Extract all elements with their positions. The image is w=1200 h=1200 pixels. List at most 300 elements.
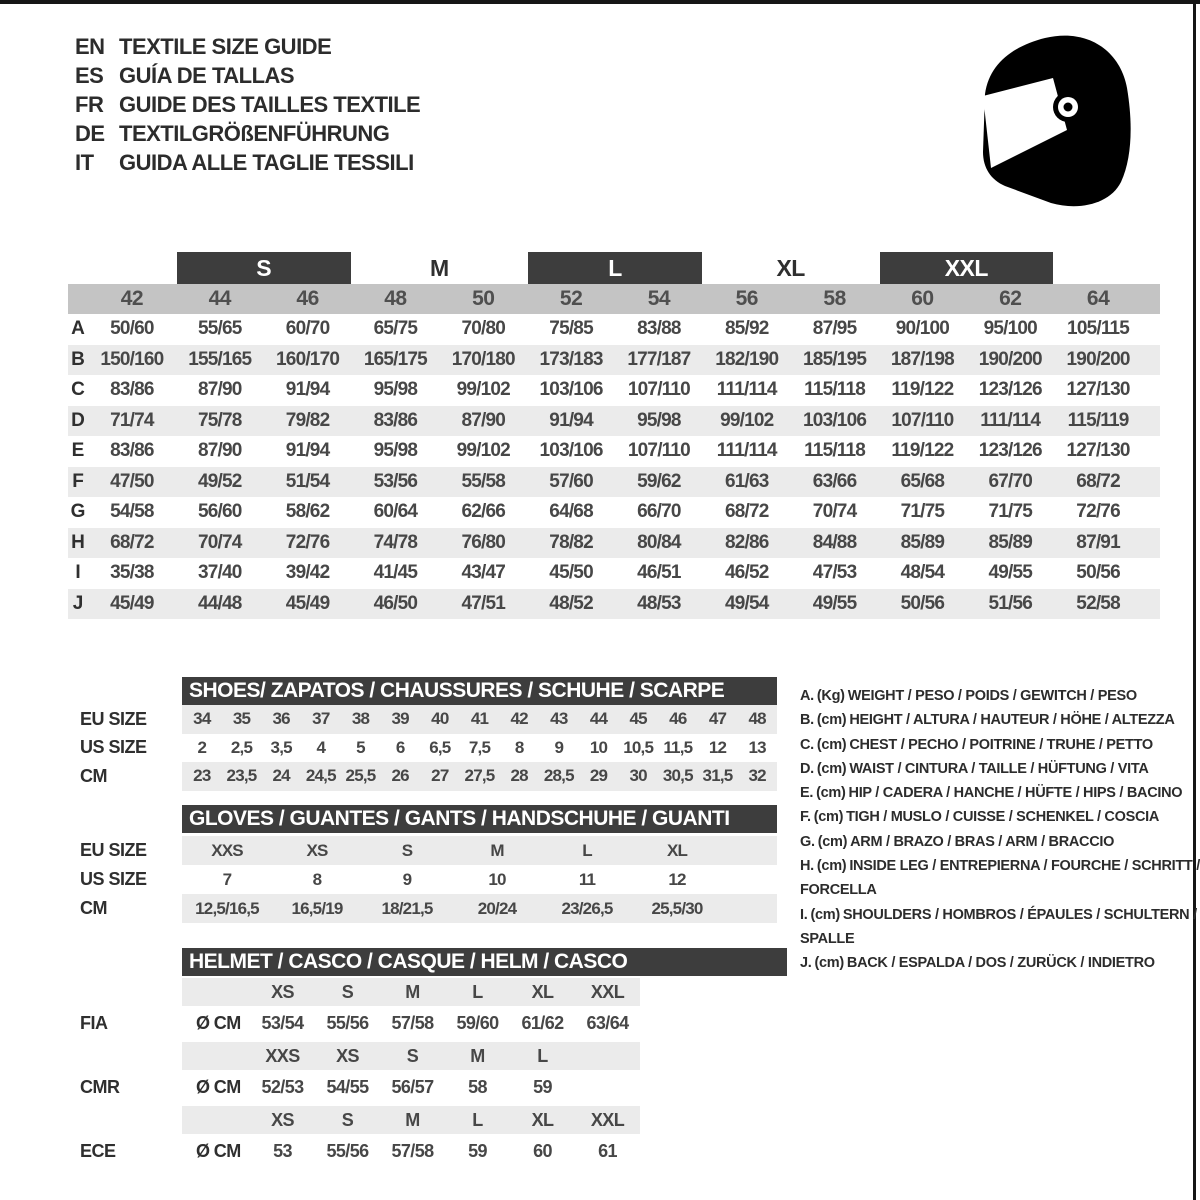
size-value-cell: 105/115	[1067, 318, 1130, 340]
language-code: FR	[75, 91, 104, 117]
helmet-value-cell: 54/55	[326, 1076, 369, 1097]
size-value-cell: 61/63	[724, 470, 769, 492]
value-cell: 26	[391, 766, 409, 786]
numeric-size-cell: 62	[999, 287, 1022, 310]
legend-item	[800, 830, 1200, 854]
size-value-cell: 78/82	[549, 531, 593, 553]
gloves-row	[68, 865, 848, 894]
size-value-cell: 127/130	[1066, 379, 1130, 401]
size-value-cell: 91/94	[285, 440, 330, 462]
value-cell: 42	[510, 709, 528, 729]
value-cell: 39	[391, 709, 409, 729]
size-value-cell: 99/102	[456, 440, 510, 462]
helmet-size-label: M	[405, 981, 420, 1002]
legend-text: TIGH / MUSLO / CUISSE / SCHENKEL / COSCIA	[846, 809, 1160, 826]
row-values	[182, 734, 777, 763]
numeric-size-cell: 42	[120, 287, 144, 310]
helmet-value-cell	[575, 1070, 640, 1104]
language-label: TEXTILGRÖßENFÜHRUNG	[119, 120, 390, 146]
size-value-cell: 68/72	[724, 501, 769, 523]
value-cell: 7	[222, 869, 232, 889]
size-value-cell: 111/114	[716, 379, 777, 401]
size-value-cell: 190/200	[1066, 348, 1130, 370]
measure-row-j	[68, 589, 1160, 620]
helmet-value-cell: 55/56	[326, 1012, 369, 1033]
standard-label: ECE	[80, 1140, 116, 1161]
size-value-cell: 83/88	[637, 318, 681, 340]
helmet-values-row	[68, 1134, 858, 1168]
helmet-size-label: S	[406, 1045, 419, 1066]
value-cell: 28	[510, 766, 528, 786]
size-value-cell: 64/68	[549, 501, 593, 523]
size-value-cell: 76/80	[461, 531, 506, 553]
value-cell: 27,5	[464, 766, 495, 786]
unit-spacer	[182, 1042, 250, 1070]
helmet-value-cell: 59	[533, 1076, 552, 1097]
language-code: ES	[75, 62, 104, 88]
value-cell: 5	[356, 737, 365, 757]
size-value-cell: 90/100	[895, 318, 950, 340]
size-value-cell: 123/126	[978, 440, 1042, 462]
legend-item	[800, 733, 1200, 757]
legend-key: C.	[800, 736, 814, 753]
numeric-size-row	[68, 284, 1160, 314]
helmet-values-row	[68, 1006, 858, 1040]
legend-text: INSIDE LEG / ENTREPIERNA / FOURCHE / SCHRITT / FORCELLA	[800, 858, 1200, 899]
measure-row-h	[68, 528, 1160, 559]
measure-row-a	[68, 314, 1160, 345]
legend-text: HEIGHT / ALTURA / HAUTEUR / HÖHE / ALTEZZA	[849, 712, 1175, 729]
language-title-list	[75, 32, 420, 177]
size-value-cell: 91/94	[285, 379, 330, 401]
value-cell: 34	[193, 709, 211, 729]
legend-key: E.	[800, 785, 814, 802]
size-value-cell: 50/56	[900, 592, 945, 614]
shoes-row	[68, 705, 848, 734]
size-value-cell: 58/62	[285, 501, 330, 523]
size-value-cell: 50/60	[110, 318, 154, 340]
helmet-size-labels	[182, 1042, 640, 1070]
size-value-cell: 82/86	[724, 531, 769, 553]
helmet-value-cell: 55/56	[326, 1140, 369, 1161]
size-value-cell: 99/102	[456, 379, 510, 401]
shoes-row	[68, 734, 848, 763]
helmet-value-cell: 57/58	[391, 1140, 434, 1161]
helmet-value-cell: 61	[598, 1140, 617, 1161]
numeric-size-cell: 48	[384, 287, 407, 310]
size-value-cell: 165/175	[363, 348, 427, 370]
helmet-size-label: XXL	[590, 1109, 625, 1130]
size-value-cell: 71/75	[900, 501, 945, 523]
size-value-cell: 185/195	[803, 348, 867, 370]
size-value-cell: 41/45	[373, 562, 418, 584]
size-value-cell: 79/82	[285, 409, 330, 431]
size-value-cell: 115/119	[1067, 409, 1129, 431]
value-cell: 24	[272, 766, 290, 786]
size-value-cell: 48/52	[549, 592, 593, 614]
legend-key: B.	[800, 712, 814, 729]
size-value-cell: 87/95	[812, 318, 857, 340]
diameter-unit-label: Ø CM	[196, 1140, 241, 1161]
value-cell: 13	[748, 737, 766, 757]
row-label-spacer	[68, 978, 182, 1006]
helmet-value-cell: 58	[468, 1076, 487, 1097]
language-code: IT	[75, 149, 94, 175]
size-value-cell: 45/49	[110, 592, 154, 614]
value-cell: 4	[316, 737, 326, 757]
size-value-cell: 155/165	[188, 348, 252, 370]
size-value-cell: 127/130	[1066, 440, 1130, 462]
legend-unit: (cm)	[814, 955, 844, 972]
row-label: EU SIZE	[80, 708, 147, 729]
value-cell: 12	[708, 737, 727, 757]
value-cell: 30	[629, 766, 647, 786]
helmet-values	[182, 1070, 640, 1104]
helmet-size-label: XS	[271, 1109, 294, 1130]
legend-item	[800, 805, 1200, 829]
row-letter: B	[71, 348, 85, 370]
language-label: GUIDE DES TAILLES TEXTILE	[119, 91, 421, 117]
row-label: CM	[80, 898, 107, 918]
size-value-cell: 48/53	[637, 592, 681, 614]
size-value-cell: 46/51	[637, 562, 681, 584]
value-cell: 25,5/30	[651, 898, 703, 918]
value-cell: 23	[193, 766, 211, 786]
language-row	[75, 61, 420, 90]
size-value-cell: 37/40	[197, 562, 242, 584]
size-value-cell: 39/42	[285, 562, 330, 584]
value-cell: 6,5	[429, 737, 451, 757]
legend-unit: (Kg)	[816, 688, 845, 704]
size-value-cell: 170/180	[451, 348, 515, 370]
legend-unit: (cm)	[816, 785, 846, 802]
helmet-sizes-row	[68, 1042, 858, 1070]
size-value-cell: 80/84	[637, 531, 681, 553]
helmet-size-label: L	[537, 1045, 548, 1066]
row-letter: F	[72, 470, 84, 492]
size-value-cell: 107/110	[891, 409, 954, 431]
measure-row-e	[68, 436, 1160, 467]
size-value-cell: 54/58	[110, 501, 154, 523]
value-cell: L	[582, 840, 592, 860]
helmet-size-labels	[182, 1106, 640, 1134]
size-value-cell: 60/70	[285, 318, 330, 340]
measure-row-g	[68, 497, 1160, 528]
legend-unit: (cm)	[816, 712, 847, 729]
row-letter: A	[71, 318, 85, 340]
size-value-cell: 87/90	[197, 440, 242, 462]
size-value-cell: 95/98	[373, 440, 418, 462]
language-row	[75, 148, 420, 177]
size-value-cell: 47/51	[461, 592, 506, 614]
size-value-cell: 95/98	[373, 379, 418, 401]
size-value-cell: 47/50	[110, 470, 154, 492]
size-value-cell: 51/56	[988, 592, 1033, 614]
measure-row-b	[68, 345, 1160, 376]
legend-text: BACK / ESPALDA / DOS / ZURÜCK / INDIETRO	[846, 955, 1155, 972]
value-cell: 6	[395, 737, 405, 757]
legend-unit: (cm)	[816, 736, 847, 753]
value-cell: 18/21,5	[381, 898, 433, 918]
size-value-cell: 160/170	[276, 348, 340, 370]
numeric-size-cell: 58	[823, 287, 846, 310]
helmet-value-cell: 53/54	[261, 1012, 304, 1033]
shoes-row	[68, 762, 848, 791]
legend-key: H.	[800, 858, 814, 875]
size-value-cell: 65/75	[373, 318, 418, 340]
value-cell: 46	[669, 709, 687, 729]
legend-unit: (cm)	[810, 906, 840, 923]
helmet-values	[182, 1134, 640, 1168]
size-group-xxl: XXL	[880, 252, 1054, 284]
size-value-cell: 187/198	[890, 348, 954, 370]
size-value-cell: 60/64	[373, 501, 418, 523]
size-value-cell: 45/49	[285, 592, 330, 614]
legend-text: HIP / CADERA / HANCHE / HÜFTE / HIPS / BACINO	[848, 785, 1183, 802]
size-value-cell: 84/88	[812, 531, 857, 553]
row-label-spacer	[68, 1042, 182, 1070]
helmet-sizes-row	[68, 1106, 858, 1134]
legend-key: A.	[800, 688, 814, 704]
legend-unit: (cm)	[816, 858, 847, 875]
legend-text: CHEST / PECHO / POITRINE / TRUHE / PETTO	[849, 736, 1153, 753]
helmet-values	[182, 1006, 640, 1040]
value-cell: 31,5	[702, 766, 733, 786]
measure-row-f	[68, 467, 1160, 498]
value-cell: 24,5	[305, 766, 336, 786]
value-cell: 29	[589, 766, 608, 786]
top-border-line	[0, 0, 1200, 4]
size-value-cell: 107/110	[627, 440, 690, 462]
language-label: TEXTILE SIZE GUIDE	[119, 33, 332, 59]
value-cell: 48	[748, 709, 766, 729]
value-cell: 23/26,5	[561, 898, 613, 918]
size-value-cell: 35/38	[110, 562, 154, 584]
size-value-cell: 115/118	[804, 440, 866, 462]
gloves-table	[68, 805, 848, 923]
size-value-cell: 83/86	[373, 409, 418, 431]
language-code: DE	[75, 120, 105, 146]
measure-row-i	[68, 558, 1160, 589]
textile-size-table	[68, 252, 1160, 619]
size-value-cell: 70/74	[197, 531, 242, 553]
helmet-value-cell: 53	[273, 1140, 292, 1161]
size-value-cell: 47/53	[812, 562, 857, 584]
size-group-m: M	[429, 254, 449, 281]
numeric-size-cell: 50	[472, 287, 495, 310]
language-label: GUÍA DE TALLAS	[119, 62, 295, 88]
size-value-cell: 83/86	[110, 379, 154, 401]
row-values	[182, 705, 777, 734]
size-value-cell: 49/55	[988, 562, 1033, 584]
size-value-cell: 57/60	[549, 470, 593, 492]
shoes-table-title: SHOES/ ZAPATOS / CHAUSSURES / SCHUHE / SCARPE	[182, 677, 777, 705]
helmet-size-label: L	[472, 1109, 483, 1130]
helmet-value-cell: 57/58	[391, 1012, 434, 1033]
legend-key: G.	[800, 833, 815, 850]
size-value-cell: 68/72	[1076, 470, 1120, 492]
gloves-row	[68, 833, 848, 865]
helmet-size-label: XS	[336, 1045, 359, 1066]
row-letter: I	[75, 562, 81, 584]
legend-item	[800, 903, 1200, 952]
size-value-cell: 66/70	[637, 501, 681, 523]
value-cell: 10	[589, 737, 608, 757]
size-value-cell: 111/114	[716, 440, 777, 462]
language-code: EN	[75, 33, 105, 59]
size-value-cell: 177/187	[627, 348, 691, 370]
legend-item	[800, 684, 1200, 708]
size-value-cell: 72/76	[1076, 501, 1120, 523]
size-value-cell: 67/70	[988, 470, 1033, 492]
legend-key: J.	[800, 955, 812, 972]
helmet-rows	[68, 978, 858, 1168]
gloves-rows	[68, 833, 848, 923]
legend-item	[800, 757, 1200, 781]
value-cell: 35	[232, 709, 251, 729]
numeric-size-cell: 56	[735, 287, 758, 310]
size-value-cell: 70/80	[461, 318, 506, 340]
size-value-cell: 63/66	[812, 470, 857, 492]
size-value-cell: 55/58	[461, 470, 506, 492]
row-letter: D	[71, 409, 85, 431]
value-cell: 3,5	[270, 737, 292, 757]
value-cell: 27	[431, 766, 449, 786]
value-cell: XXS	[211, 840, 243, 860]
size-value-cell: 111/114	[980, 409, 1041, 431]
row-letter: J	[72, 592, 84, 614]
row-values	[182, 762, 777, 791]
size-value-cell: 49/52	[197, 470, 242, 492]
value-cell: 38	[351, 709, 370, 729]
value-cell: 47	[708, 709, 727, 729]
size-value-cell: 123/126	[978, 379, 1042, 401]
size-group-row	[68, 252, 1160, 284]
language-label: GUIDA ALLE TAGLIE TESSILI	[119, 149, 414, 175]
size-value-cell: 70/74	[812, 501, 857, 523]
diameter-unit-label: Ø CM	[196, 1076, 241, 1097]
value-cell: 12	[668, 869, 686, 889]
language-row	[75, 119, 420, 148]
value-cell: 43	[550, 709, 568, 729]
right-border-line	[1193, 0, 1196, 1200]
value-cell: 10	[488, 869, 506, 889]
helmet-size-label: S	[341, 1109, 354, 1130]
size-value-cell: 50/56	[1076, 562, 1120, 584]
size-value-cell: 103/106	[539, 379, 603, 401]
size-value-cell: 91/94	[549, 409, 593, 431]
size-value-cell: 49/55	[812, 592, 857, 614]
helmet-size-label: XL	[531, 1109, 554, 1130]
helmet-size-label: M	[470, 1045, 485, 1066]
unit-spacer	[182, 1106, 250, 1134]
shoes-rows	[68, 705, 848, 791]
helmet-size-label: M	[405, 1109, 420, 1130]
size-value-cell: 85/89	[988, 531, 1033, 553]
row-values	[182, 836, 777, 865]
value-cell: 23,5	[226, 766, 257, 786]
value-cell: 28,5	[543, 766, 574, 786]
gloves-row	[68, 894, 848, 923]
legend-item	[800, 854, 1200, 903]
size-value-cell: 65/68	[900, 470, 945, 492]
size-value-cell: 56/60	[197, 501, 242, 523]
size-value-cell: 72/76	[285, 531, 330, 553]
size-value-cell: 71/75	[988, 501, 1033, 523]
size-value-cell: 46/50	[373, 592, 418, 614]
size-value-cell: 49/54	[724, 592, 769, 614]
value-cell: 30,5	[662, 766, 693, 786]
helmet-size-label: XXS	[265, 1045, 300, 1066]
row-values	[182, 894, 777, 923]
helmet-value-cell: 60	[533, 1140, 552, 1161]
value-cell: XS	[306, 840, 328, 860]
value-cell: 36	[272, 709, 290, 729]
helmet-table-title: HELMET / CASCO / CASQUE / HELM / CASCO	[182, 948, 787, 976]
numeric-size-cell: 46	[296, 287, 319, 310]
helmet-table	[68, 948, 858, 1168]
size-value-cell: 95/98	[637, 409, 681, 431]
value-cell: 37	[312, 709, 330, 729]
legend-text: WAIST / CINTURA / TAILLE / HÜFTUNG / VITA	[849, 760, 1149, 777]
row-label: US SIZE	[80, 737, 147, 758]
size-value-cell: 53/56	[373, 470, 418, 492]
size-value-cell: 95/100	[983, 318, 1037, 340]
size-value-cell: 74/78	[373, 531, 418, 553]
size-value-cell: 55/65	[197, 318, 242, 340]
size-value-cell: 107/110	[627, 379, 690, 401]
value-cell: 45	[629, 709, 647, 729]
helmet-value-cell: 63/64	[586, 1012, 629, 1033]
size-value-cell: 85/89	[900, 531, 945, 553]
numeric-size-cell: 54	[647, 287, 671, 310]
size-value-cell: 48/54	[900, 562, 945, 584]
size-value-cell: 83/86	[110, 440, 154, 462]
value-cell: 11,5	[663, 737, 693, 757]
value-cell: 25,5	[345, 766, 376, 786]
value-cell: 44	[589, 709, 608, 729]
size-value-cell: 87/91	[1076, 531, 1120, 553]
legend-item	[800, 781, 1200, 805]
value-cell: S	[401, 840, 413, 860]
size-value-cell: 115/118	[804, 379, 866, 401]
helmet-size-label: XL	[531, 981, 554, 1002]
size-value-cell: 99/102	[720, 409, 774, 431]
size-value-cell: 51/54	[285, 470, 330, 492]
helmet-value-cell: 59	[468, 1140, 487, 1161]
helmet-size-label: S	[341, 981, 354, 1002]
helmet-size-label: L	[472, 981, 483, 1002]
size-value-cell: 43/47	[461, 562, 506, 584]
racing-helmet-icon	[975, 30, 1140, 215]
helmet-size-label	[575, 1042, 640, 1070]
gloves-table-title: GLOVES / GUANTES / GANTS / HANDSCHUHE / GUANTI	[182, 805, 777, 833]
helmet-value-cell: 59/60	[456, 1012, 499, 1033]
value-cell: XL	[666, 840, 688, 860]
value-cell: 10,5	[623, 737, 654, 757]
size-value-cell: 182/190	[715, 348, 779, 370]
legend-text: SHOULDERS / HOMBROS / ÉPAULES / SCHULTERN / SPALLE	[800, 906, 1197, 947]
legend-unit: (cm)	[813, 809, 844, 826]
size-value-cell: 173/183	[539, 348, 603, 370]
value-cell: 41	[470, 709, 489, 729]
numeric-size-cell: 52	[559, 287, 583, 310]
helmet-size-label: XS	[271, 981, 294, 1002]
size-value-cell: 119/122	[891, 440, 954, 462]
value-cell: 2	[197, 737, 207, 757]
language-row	[75, 90, 420, 119]
row-letter: C	[71, 379, 85, 401]
